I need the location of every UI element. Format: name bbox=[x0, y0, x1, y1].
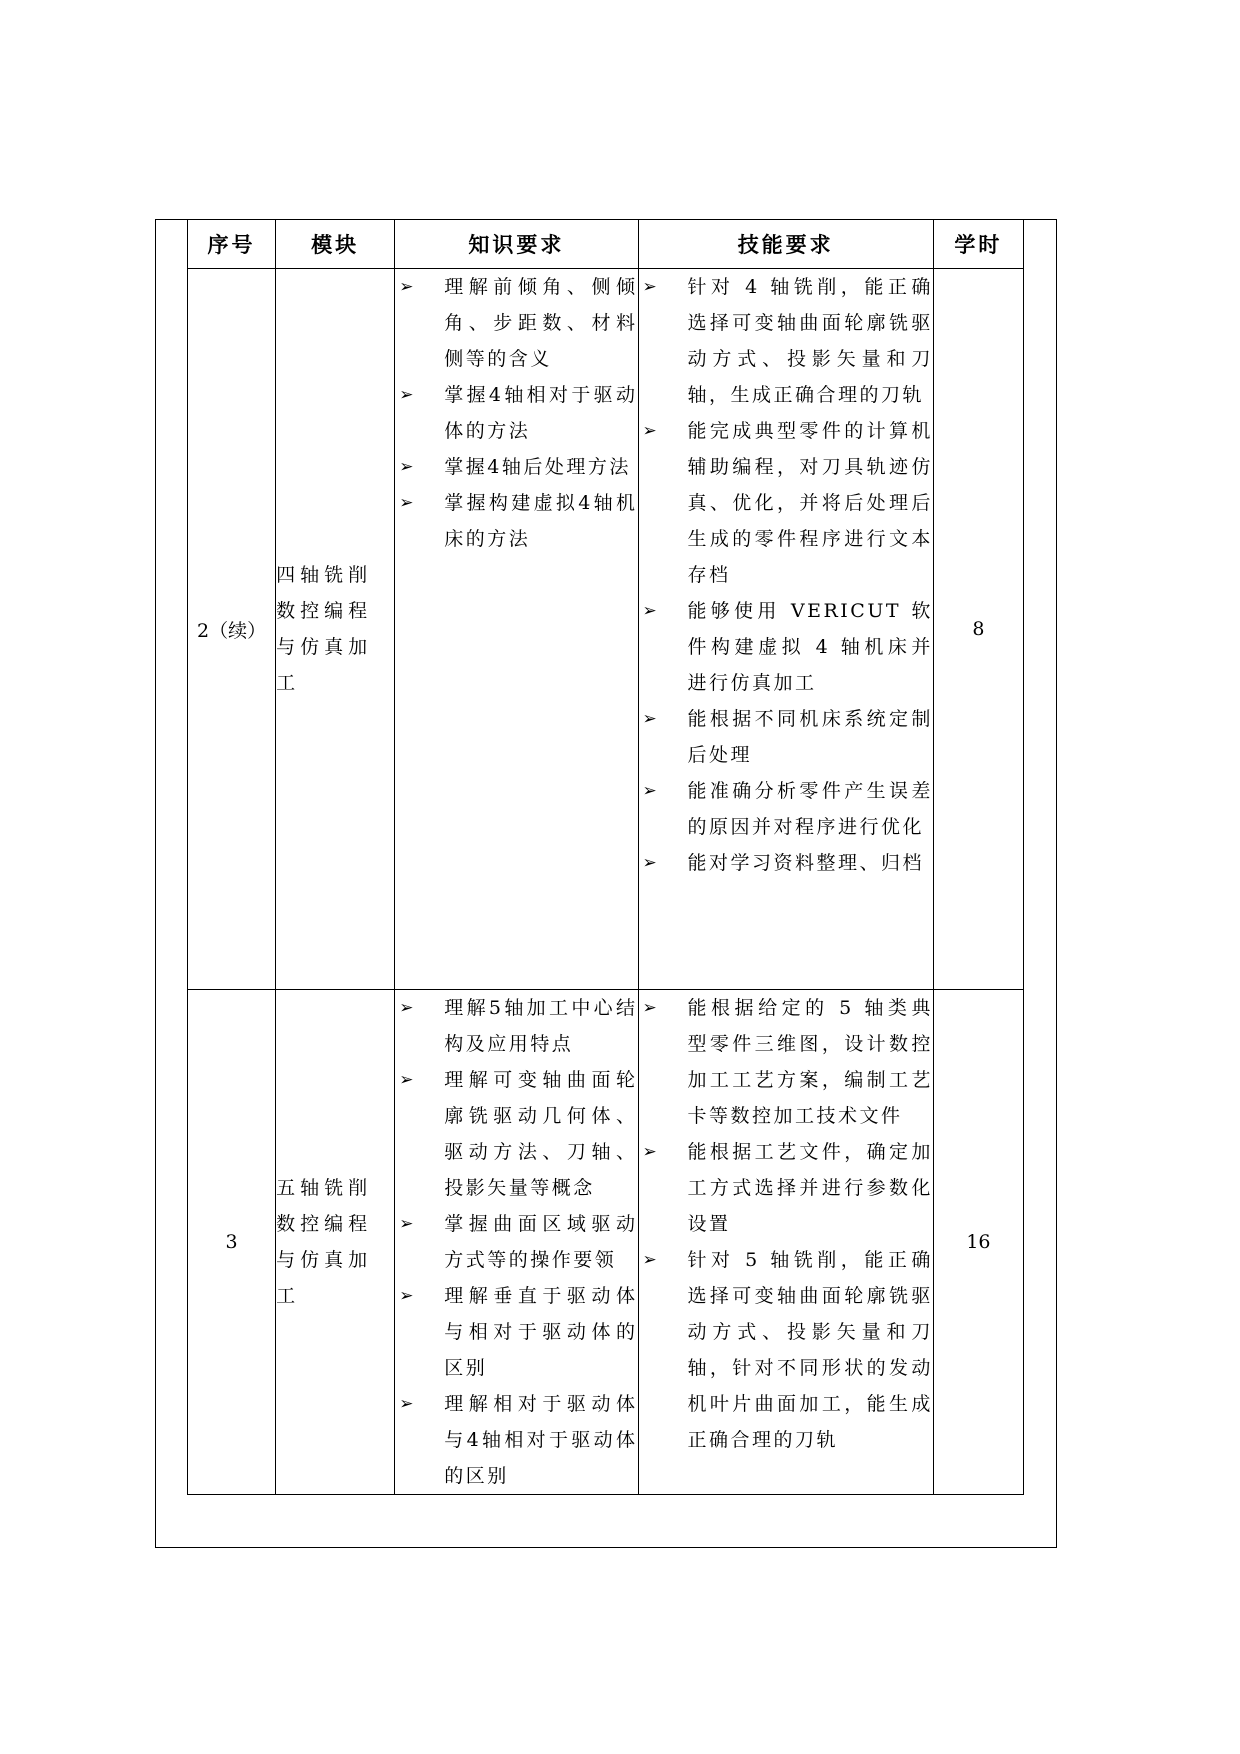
knowledge-cell bbox=[395, 990, 638, 1495]
table-row bbox=[188, 269, 1024, 990]
row-no: 2（续） bbox=[188, 269, 276, 990]
list-item-text: 掌握曲面区域驱动方式等的操作要领 bbox=[444, 1213, 638, 1271]
list-item-text: 理解5轴加工中心结构及应用特点 bbox=[444, 997, 638, 1055]
list-item-text: 能准确分析零件产生误差的原因并对程序进行优化 bbox=[687, 780, 933, 838]
table-row bbox=[188, 990, 1024, 1495]
knowledge-list bbox=[395, 990, 637, 1494]
list-item bbox=[639, 990, 933, 1134]
list-item bbox=[639, 269, 933, 413]
arrow-bullet-icon: ➢ bbox=[642, 421, 657, 441]
list-item-text: 能根据工艺文件，确定加工方式选择并进行参数化设置 bbox=[687, 1141, 933, 1235]
row-module: 四轴铣削数控编程与仿真加工 bbox=[276, 269, 395, 990]
list-item-text: 能根据不同机床系统定制后处理 bbox=[687, 708, 933, 766]
arrow-bullet-icon: ➢ bbox=[399, 493, 414, 513]
arrow-bullet-icon: ➢ bbox=[399, 277, 414, 297]
skills-cell bbox=[638, 269, 933, 990]
list-item-text: 针对 4 轴铣削，能正确选择可变轴曲面轮廓铣驱动方式、投影矢量和刀轴，生成正确合理的刀轨 bbox=[687, 276, 933, 406]
list-item bbox=[395, 1386, 637, 1494]
skills-list bbox=[639, 990, 933, 1458]
course-table bbox=[187, 219, 1024, 1495]
row-hours: 8 bbox=[933, 269, 1023, 990]
arrow-bullet-icon: ➢ bbox=[399, 1286, 414, 1306]
arrow-bullet-icon: ➢ bbox=[642, 601, 657, 621]
list-item-text: 掌握构建虚拟4轴机床的方法 bbox=[444, 492, 638, 550]
list-item bbox=[639, 773, 933, 845]
arrow-bullet-icon: ➢ bbox=[399, 1070, 414, 1090]
list-item-text: 理解可变轴曲面轮廓铣驱动几何体、驱动方法、刀轴、投影矢量等概念 bbox=[444, 1069, 638, 1199]
arrow-bullet-icon: ➢ bbox=[399, 1214, 414, 1234]
row-hours: 16 bbox=[933, 990, 1023, 1495]
knowledge-list bbox=[395, 269, 637, 557]
list-item bbox=[395, 377, 637, 449]
header-row bbox=[188, 220, 1024, 269]
list-item bbox=[395, 1206, 637, 1278]
arrow-bullet-icon: ➢ bbox=[642, 709, 657, 729]
list-item bbox=[639, 701, 933, 773]
list-item bbox=[639, 845, 933, 881]
list-item-text: 掌握4轴相对于驱动体的方法 bbox=[444, 384, 638, 442]
list-item-text: 能根据给定的 5 轴类典型零件三维图，设计数控加工工艺方案，编制工艺卡等数控加工技术文件 bbox=[687, 997, 933, 1127]
list-item bbox=[395, 485, 637, 557]
header-hours: 学时 bbox=[933, 220, 1023, 269]
list-item bbox=[395, 449, 637, 485]
row-module: 五轴铣削数控编程与仿真加工 bbox=[276, 990, 395, 1495]
header-knowledge: 知识要求 bbox=[395, 220, 638, 269]
list-item-text: 能够使用 VERICUT 软件构建虚拟 4 轴机床并进行仿真加工 bbox=[687, 600, 933, 694]
list-item-text: 理解前倾角、侧倾角、步距数、材料侧等的含义 bbox=[444, 276, 638, 370]
list-item-text: 理解相对于驱动体与4轴相对于驱动体的区别 bbox=[444, 1393, 638, 1487]
list-item bbox=[639, 1134, 933, 1242]
list-item bbox=[639, 1242, 933, 1458]
arrow-bullet-icon: ➢ bbox=[642, 1142, 657, 1162]
arrow-bullet-icon: ➢ bbox=[642, 781, 657, 801]
list-item-text: 针对 5 轴铣削，能正确选择可变轴曲面轮廓铣驱动方式、投影矢量和刀轴，针对不同形状的发动机叶片曲面加工，能生成正确合理的刀轨 bbox=[687, 1249, 933, 1451]
list-item-text: 能对学习资料整理、归档 bbox=[687, 852, 925, 874]
list-item bbox=[395, 1062, 637, 1206]
arrow-bullet-icon: ➢ bbox=[642, 1250, 657, 1270]
arrow-bullet-icon: ➢ bbox=[399, 457, 414, 477]
list-item bbox=[395, 990, 637, 1062]
arrow-bullet-icon: ➢ bbox=[642, 853, 657, 873]
arrow-bullet-icon: ➢ bbox=[399, 385, 414, 405]
list-item bbox=[395, 269, 637, 377]
arrow-bullet-icon: ➢ bbox=[399, 998, 414, 1018]
arrow-bullet-icon: ➢ bbox=[642, 277, 657, 297]
list-item bbox=[639, 413, 933, 593]
knowledge-cell bbox=[395, 269, 638, 990]
row-no: 3 bbox=[188, 990, 276, 1495]
list-item-text: 理解垂直于驱动体与相对于驱动体的区别 bbox=[444, 1285, 638, 1379]
list-item bbox=[639, 593, 933, 701]
header-no: 序号 bbox=[188, 220, 276, 269]
list-item bbox=[395, 1278, 637, 1386]
arrow-bullet-icon: ➢ bbox=[642, 998, 657, 1018]
skills-cell bbox=[638, 990, 933, 1495]
arrow-bullet-icon: ➢ bbox=[399, 1394, 414, 1414]
header-skills: 技能要求 bbox=[638, 220, 933, 269]
header-module: 模块 bbox=[276, 220, 395, 269]
list-item-text: 能完成典型零件的计算机辅助编程，对刀具轨迹仿真、优化，并将后处理后生成的零件程序进行文本存档 bbox=[687, 420, 933, 586]
list-item-text: 掌握4轴后处理方法 bbox=[444, 456, 631, 478]
skills-list bbox=[639, 269, 933, 881]
